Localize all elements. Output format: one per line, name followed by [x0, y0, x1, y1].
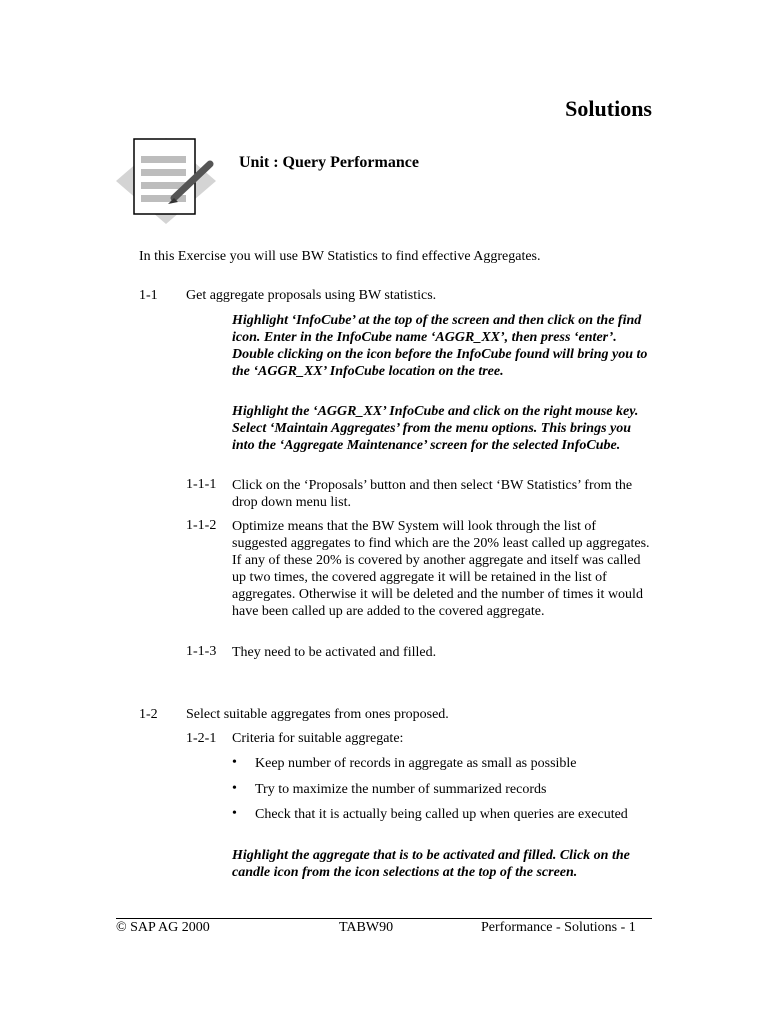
unit-title: Unit : Query Performance [239, 154, 419, 171]
section-number: 1-2 [139, 707, 158, 722]
bullet-icon: • [232, 806, 237, 821]
bullet-icon: • [232, 781, 237, 796]
footer-divider [116, 918, 652, 919]
instruction-paragraph: Highlight ‘InfoCube’ at the top of the screen and then click on the find icon. Enter in the InfoCube name ‘AGGR_XX’, then press ‘enter’. Double clicking on the icon before the InfoCube found will bring you to the ‘AGGR_XX’ InfoCube location on the tree. [232, 313, 648, 379]
step-text: Criteria for suitable aggregate: [232, 731, 404, 746]
step-text: Click on the ‘Proposals’ button and then select ‘BW Statistics’ from the drop down menu list. [232, 478, 633, 510]
footer-copyright: © SAP AG 2000 [116, 920, 210, 935]
step-number: 1-1-1 [186, 477, 217, 492]
instruction-paragraph: Highlight the ‘AGGR_XX’ InfoCube and click on the right mouse key. Select ‘Maintain Aggregates’ from the menu options. This brings you into the ‘Aggregate Maintenance’ screen for the selected InfoCube. [232, 404, 639, 453]
section-heading: Select suitable aggregates from ones proposed. [186, 707, 449, 722]
step-number: 1-1-3 [186, 644, 217, 659]
bullet-item: Keep number of records in aggregate as small as possible [255, 756, 577, 771]
footer-page-label: Performance - Solutions - 1 [481, 920, 636, 935]
instruction-paragraph: Highlight the aggregate that is to be activated and filled. Click on the candle icon from the icon selections at the top of the screen. [232, 848, 630, 880]
step-text: They need to be activated and filled. [232, 645, 437, 660]
bullet-icon: • [232, 755, 237, 770]
page-title: Solutions [565, 96, 652, 121]
section-heading: Get aggregate proposals using BW statistics. [186, 288, 437, 303]
step-number: 1-2-1 [186, 731, 217, 746]
step-text: Optimize means that the BW System will look through the list of suggested aggregates to find which are the 20% least called up aggregates. If any of these 20% is covered by another aggregate and itself was called up two times, the covered aggregate it will be retained in the list of aggregates. Otherwise it will be deleted and the number of times it would have been called up are added to the covered aggregate. [232, 519, 650, 619]
notepad-pencil-icon [114, 136, 224, 226]
bullet-item: Try to maximize the number of summarized records [255, 782, 547, 797]
footer-course-code: TABW90 [339, 920, 394, 935]
intro-text: In this Exercise you will use BW Statistics to find effective Aggregates. [139, 249, 541, 264]
bullet-item: Check that it is actually being called up when queries are executed [255, 807, 628, 822]
section-number: 1-1 [139, 288, 158, 303]
step-number: 1-1-2 [186, 518, 217, 533]
